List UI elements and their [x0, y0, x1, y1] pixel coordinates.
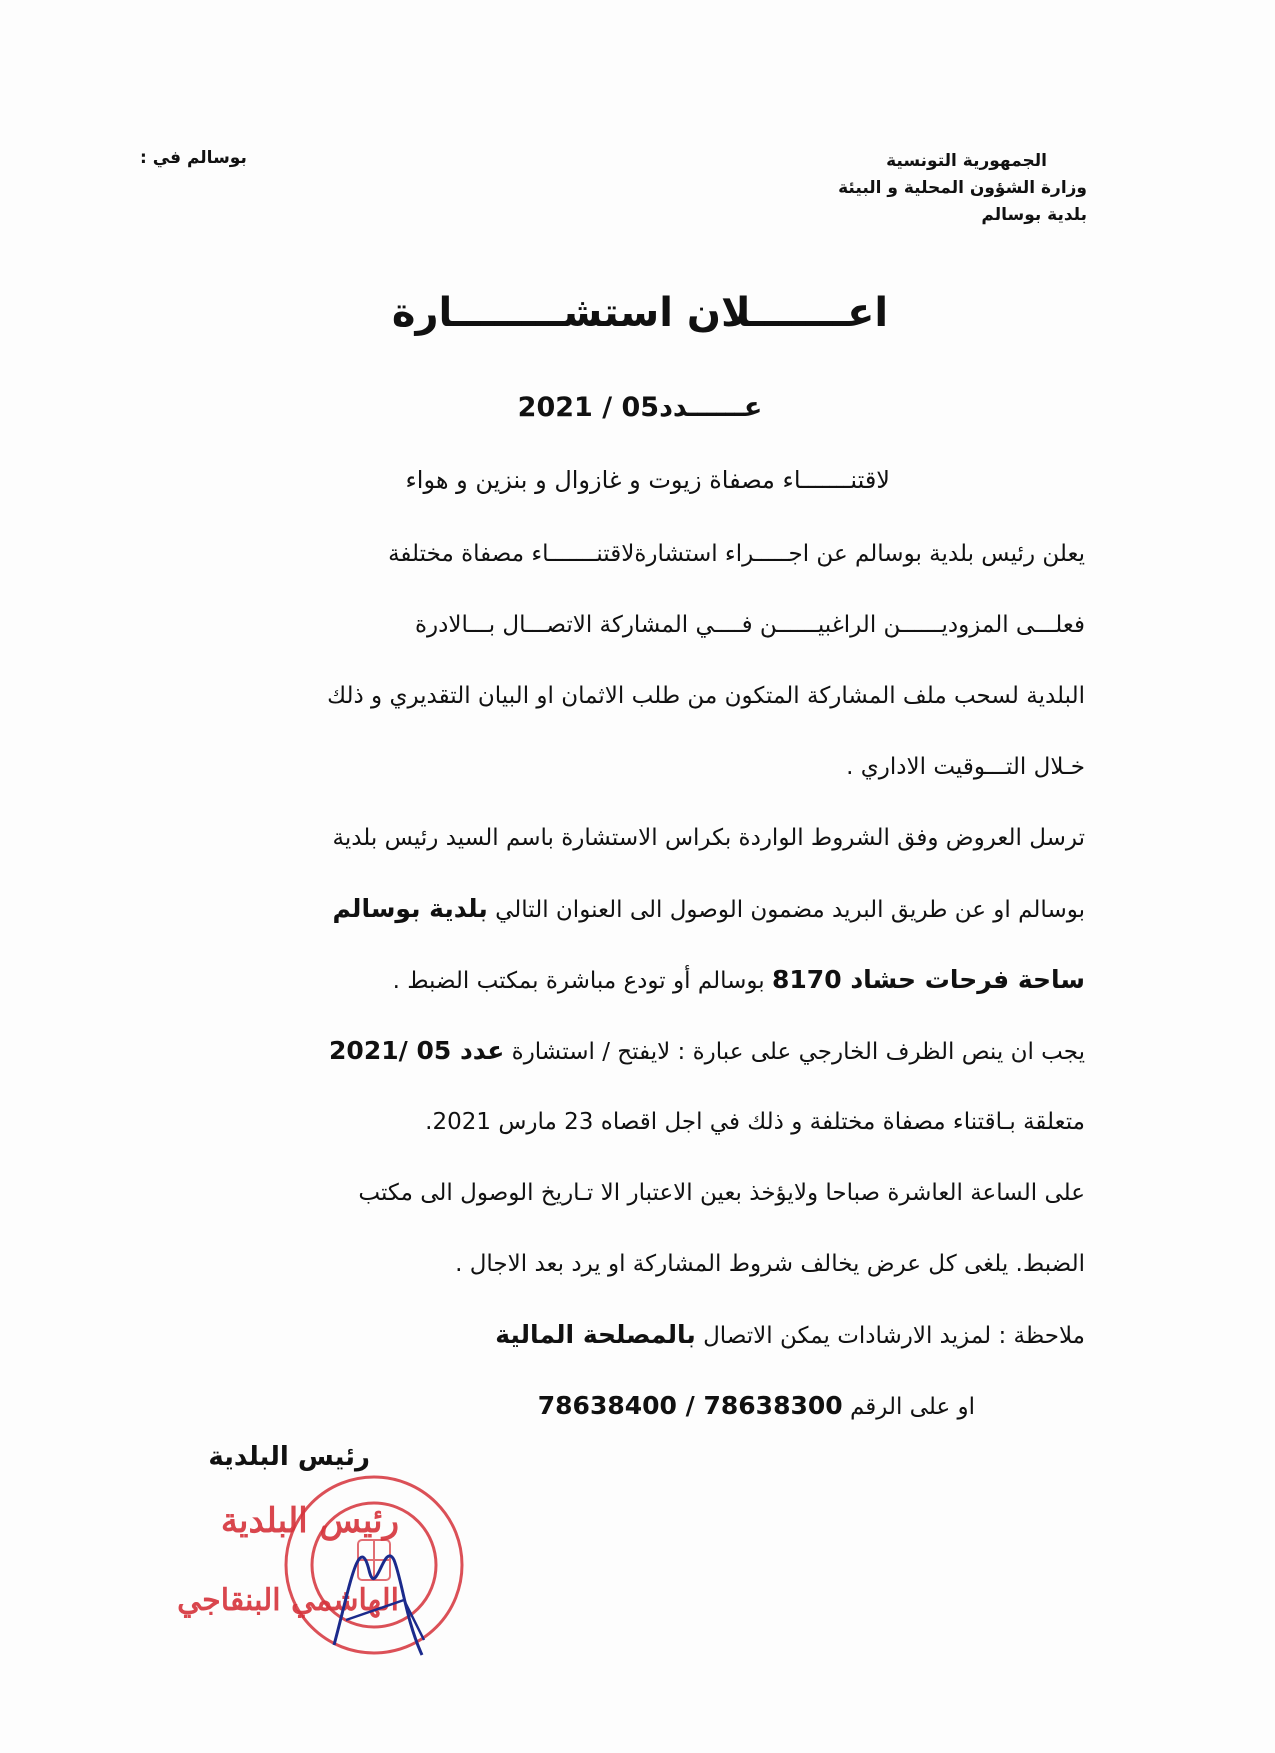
body-line [148, 1380, 1085, 1451]
official-stamp [84, 1470, 484, 1670]
body-line [148, 883, 1085, 954]
body-line: فعلـــى المزوديــــــن الراغبيــــــن فــــي المشاركة الاتصـــال بـــالادرة [414, 612, 1085, 638]
body-line: البلدية لسحب ملف المشاركة المتكون من طلب الاثمان او البيان التقديري و ذلك [327, 683, 1085, 709]
body-text-segment: ملاحظة : لمزيد الارشادات يمكن الاتصال [703, 1323, 1085, 1349]
body-line: ترسل العروض وفق الشروط الواردة بكراس الاستشارة باسم السيد رئيس بلدية [332, 825, 1085, 851]
body-line: يعلن رئيس بلدية بوسالم عن اجـــــراء استشارةلاقتنـــــــاء مصفاة مختلفة [388, 541, 1085, 567]
ministry-name: وزارة الشؤون المحلية و البيئة [838, 178, 1087, 198]
address-street: ساحة فرحات حشاد 8170 [772, 965, 1085, 994]
body-text-segment: بوسالم او عن طريق البريد مضمون الوصول الى العنوان التالي [495, 897, 1085, 923]
body-line: على الساعة العاشرة صباحا ولايؤخذ بعين الاعتبار الا تـاريخ الوصول الى مكتب [358, 1180, 1085, 1206]
svg-text:الهاشمي البنقاجي: الهاشمي البنقاجي [177, 1583, 399, 1618]
body-text-segment: يجب ان ينص الظرف الخارجي على عبارة : لايفتح / استشارة [511, 1039, 1085, 1065]
body-text-segment: بوسالم أو تودع مباشرة بمكتب الضبط . [392, 968, 765, 994]
announcement-body [148, 528, 1085, 1451]
letterhead [667, 148, 1087, 229]
body-line [148, 954, 1085, 1025]
body-text-segment: او على الرقم [849, 1394, 975, 1420]
phone-numbers: 78638300 / 78638400 [537, 1391, 843, 1420]
finance-department: بالمصلحة المالية [495, 1320, 696, 1349]
announcement-subject: لاقتنـــــــاء مصفاة زيوت و غازوال و بنزين و هواء [405, 466, 890, 494]
municipality-name: بلدية بوسالم [981, 205, 1087, 225]
stamp-and-signature-image [84, 1470, 484, 1670]
country-name: الجمهورية التونسية [886, 151, 1047, 171]
body-line: متعلقة بـاقتناء مصفاة مختلفة و ذلك في اجل اقصاه 23 مارس 2021. [425, 1109, 1085, 1135]
document-title: اعـــــــلان استشــــــــارة [391, 290, 889, 336]
body-line [148, 1025, 1085, 1096]
place-date: بوسالم في : [140, 148, 247, 168]
body-line: الضبط. يلغى كل عرض يخالف شروط المشاركة او يرد بعد الاجال . [455, 1251, 1085, 1277]
body-line: خـلال التـــوقيت الاداري . [846, 754, 1085, 780]
signature-title: رئيس البلدية [208, 1442, 370, 1472]
consultation-number: عدد 05 /2021 [329, 1036, 505, 1065]
svg-text:رئيس البلدية: رئيس البلدية [220, 1501, 399, 1541]
address-municipality: بلدية بوسالم [332, 894, 488, 923]
announcement-number: عــــــدد05 / 2021 [517, 392, 763, 423]
body-line [148, 1309, 1085, 1380]
